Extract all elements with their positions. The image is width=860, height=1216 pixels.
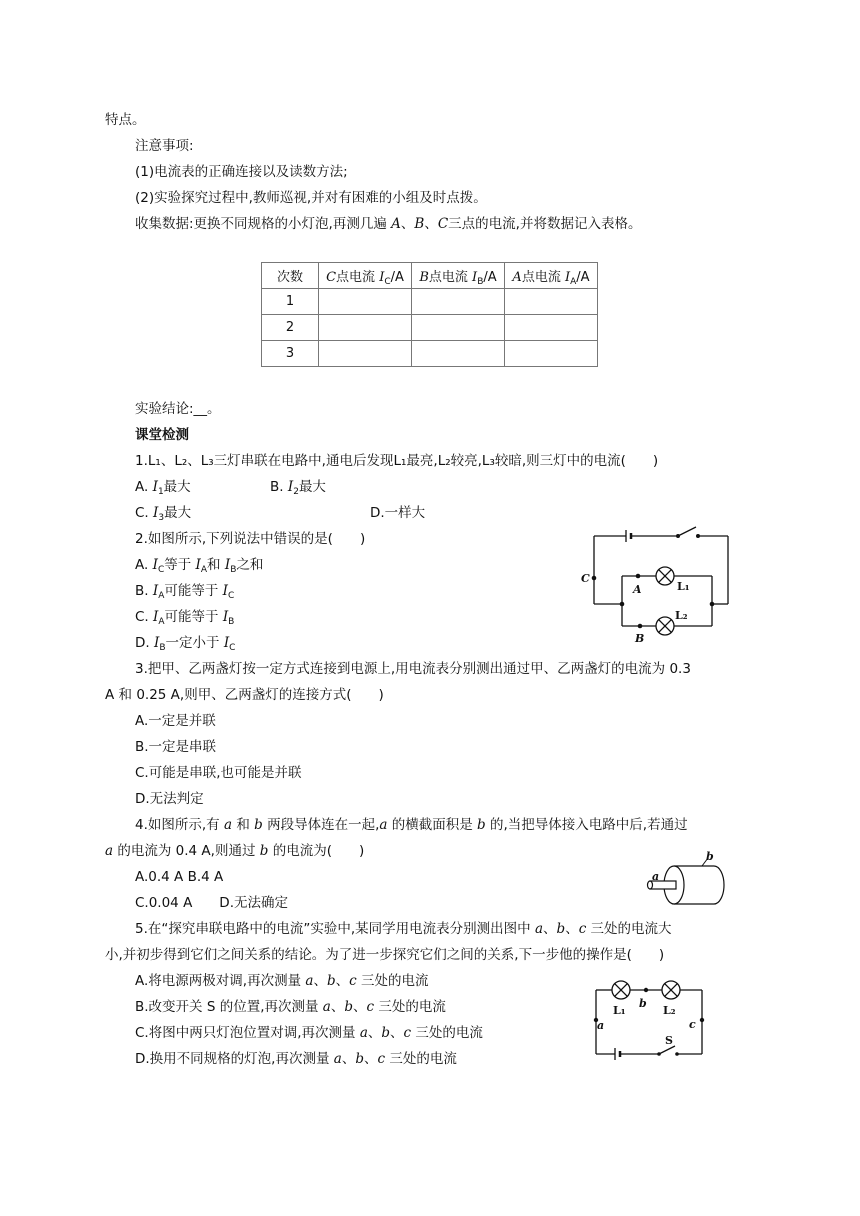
point-b-label: B <box>635 632 645 645</box>
row-index: 2 <box>262 315 319 341</box>
q5-circuit-figure <box>585 972 710 1067</box>
q5-option-d: D.换用不同规格的灯泡,再次测量 a、b、c 三处的电流 <box>135 1051 457 1067</box>
q2-text: 2.如图所示,下列说法中错误的是( ) <box>135 531 366 547</box>
cell <box>505 315 598 341</box>
q1-option-c: C. $I_3$最大 <box>135 505 192 523</box>
q2-option-c: C. $I_A$可能等于 $I_B$ <box>135 609 235 627</box>
cell <box>505 341 598 367</box>
row-index: 1 <box>262 289 319 315</box>
q5-line-2: 小,并初步得到它们之间关系的结论。为了进一步探究它们之间的关系,下一步他的操作是( ) <box>105 947 665 963</box>
switch-s-label: S <box>665 1034 673 1047</box>
q4-line-1: 4.如图所示,有 a 和 b 两段导体连在一起,a 的横截面积是 b 的,当把导体接入电路中后,若通过 <box>135 817 688 833</box>
q5-option-b: B.改变开关 S 的位置,再次测量 a、b、c 三处的电流 <box>135 999 446 1015</box>
conductor-a-label: a <box>652 870 660 883</box>
notes-title: 注意事项: <box>135 138 194 154</box>
cell <box>319 315 412 341</box>
q3-option-a: A.一定是并联 <box>135 713 216 729</box>
cell <box>319 289 412 315</box>
note-1: (1)电流表的正确连接以及读数方法; <box>135 164 348 180</box>
table-row <box>262 289 598 315</box>
q1-text: 1.L₁、L₂、L₃三灯串联在电路中,通电后发现L₁最亮,L₂较亮,L₃较暗,则三灯中的电流( ) <box>135 453 659 469</box>
q3-line-2: A 和 0.25 A,则甲、乙两盏灯的连接方式( ) <box>105 687 384 703</box>
q3-option-b: B.一定是串联 <box>135 739 217 755</box>
q3-line-1: 3.把甲、乙两盏灯按一定方式连接到电源上,用电流表分别测出通过甲、乙两盏灯的电流为 0.3 <box>135 661 691 677</box>
q5-option-a: A.将电源两极对调,再次测量 a、b、c 三处的电流 <box>135 973 429 989</box>
point-a-label: A <box>633 583 642 596</box>
cell <box>412 315 505 341</box>
table-header-c: C点电流 $I_C/A$ <box>319 263 412 289</box>
table-header-b: B点电流 $I_B/A$ <box>412 263 505 289</box>
q4-conductor-figure <box>640 852 740 904</box>
table-header-count: 次数 <box>262 263 319 289</box>
q5-option-c: C.将图中两只灯泡位置对调,再次测量 a、b、c 三处的电流 <box>135 1025 483 1041</box>
q1-option-d: D.一样大 <box>370 505 426 521</box>
q5-line-1: 5.在“探究串联电路中的电流”实验中,某同学用电流表分别测出图中 a、b、c 三处的电流大 <box>135 921 672 937</box>
conclusion: 实验结论:__。 <box>135 401 221 417</box>
q2-option-b: B. $I_A$可能等于 $I_C$ <box>135 583 235 601</box>
table-header-a: A点电流 $I_A/A$ <box>505 263 598 289</box>
lamp-l2-label: L₂ <box>675 609 688 622</box>
note-2: (2)实验探究过程中,教师巡视,并对有困难的小组及时点拨。 <box>135 190 487 206</box>
lamp-l2-label: L₂ <box>663 1004 676 1017</box>
q1-option-a: A. $I_1$最大 <box>135 479 191 497</box>
point-c-label: C <box>581 572 590 585</box>
q2-option-d: D. $I_B$一定小于 $I_C$ <box>135 635 236 653</box>
intro-tail: 特点。 <box>105 112 146 128</box>
table-header-row <box>262 263 598 289</box>
conductor-b-label: b <box>706 850 714 863</box>
collect-data: 收集数据:更换不同规格的小灯泡,再测几遍 A、B、C三点的电流,并将数据记入表格。 <box>135 216 642 232</box>
row-index: 3 <box>262 341 319 367</box>
cell <box>319 341 412 367</box>
point-b-label: b <box>639 997 647 1010</box>
cell <box>412 289 505 315</box>
q2-option-a: A. $I_C$等于 $I_A$和 $I_B$之和 <box>135 557 264 575</box>
q3-option-d: D.无法判定 <box>135 791 204 807</box>
cell <box>412 341 505 367</box>
q2-circuit-figure <box>578 520 738 650</box>
data-table <box>261 262 598 367</box>
lamp-l1-label: L₁ <box>677 580 690 593</box>
table-row <box>262 315 598 341</box>
q1-option-b: B. $I_2$最大 <box>270 479 326 497</box>
q4-options-ab: A.0.4 A B.4 A <box>135 869 224 885</box>
cell <box>505 289 598 315</box>
q4-options-cd: C.0.04 A D.无法确定 <box>135 895 288 911</box>
table-row <box>262 341 598 367</box>
point-c-label: c <box>689 1018 696 1031</box>
lamp-l1-label: L₁ <box>613 1004 626 1017</box>
point-a-label: a <box>597 1019 605 1032</box>
q3-option-c: C.可能是串联,也可能是并联 <box>135 765 302 781</box>
q4-line-2: a 的电流为 0.4 A,则通过 b 的电流为( ) <box>105 843 365 859</box>
section-title: 课堂检测 <box>135 427 189 443</box>
